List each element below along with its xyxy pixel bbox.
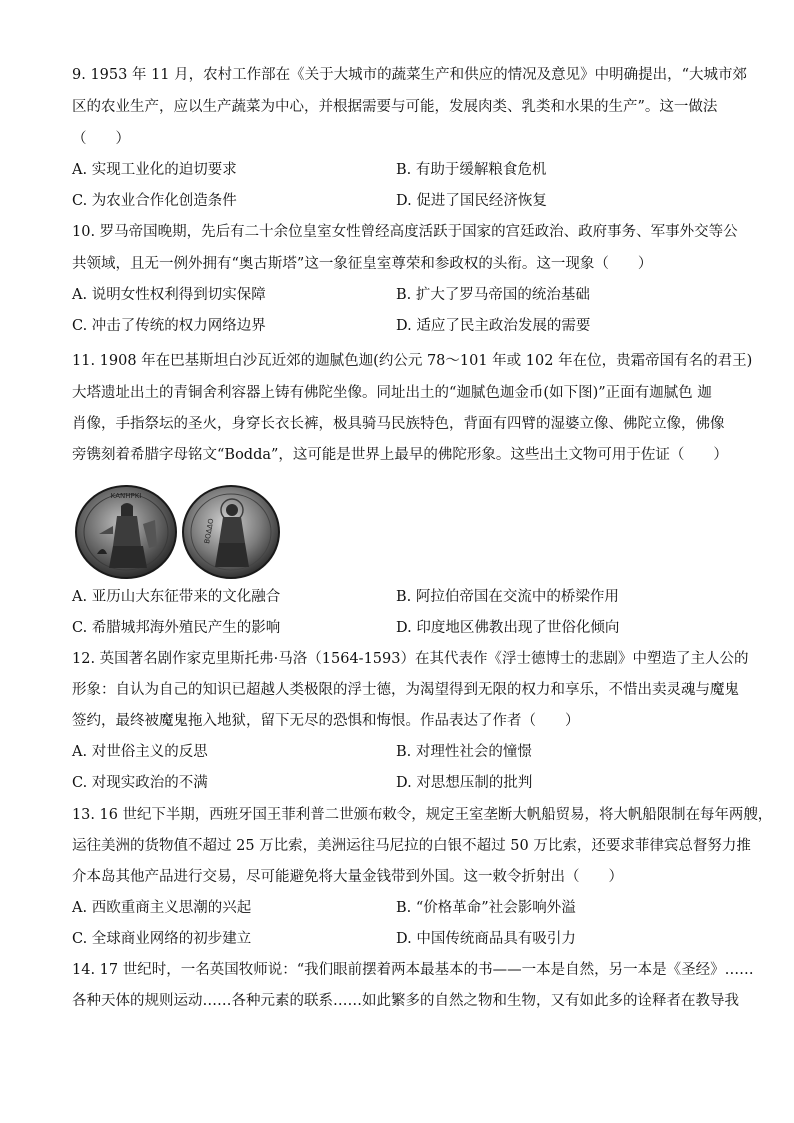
q9-option-a[interactable]: A. 实现工业化的迫切要求 xyxy=(72,162,237,178)
q10-option-c[interactable]: C. 冲击了传统的权力网络边界 xyxy=(72,318,266,334)
q12-option-d[interactable]: D. 对思想压制的批判 xyxy=(396,775,533,791)
q12-stem-line-2: 形象：自认为自己的知识已超越人类极限的浮士德，为渴望得到无限的权力和享乐，不惜出卖灵魂与魔鬼 xyxy=(72,682,739,698)
q9-option-b[interactable]: B. 有助于缓解粮食危机 xyxy=(396,162,547,178)
q13-stem-line-1: 13. 16 世纪下半期，西班牙国王菲利普二世颁布敕令，规定王室垄断大帆船贸易，将大帆船限制在每年两艘， xyxy=(72,807,773,823)
q10-option-d[interactable]: D. 适应了民主政治发展的需要 xyxy=(396,318,591,334)
q13-option-b[interactable]: B. “价格革命”社会影响外溢 xyxy=(396,900,576,916)
q13-option-c[interactable]: C. 全球商业网络的初步建立 xyxy=(72,931,252,947)
q9-option-d[interactable]: D. 促进了国民经济恢复 xyxy=(396,193,547,209)
q11-option-b[interactable]: B. 阿拉伯帝国在交流中的桥梁作用 xyxy=(396,589,619,605)
q13-option-d[interactable]: D. 中国传统商品具有吸引力 xyxy=(396,931,576,947)
q9-stem-line-3: （ ） xyxy=(72,131,130,147)
coin-obverse xyxy=(76,486,176,578)
q12-option-a[interactable]: A. 对世俗主义的反思 xyxy=(72,744,208,760)
q11-stem-line-2: 大塔遗址出土的青铜舍利容器上铸有佛陀坐像。同址出土的“迦腻色迦金币(如下图)”正面有迦腻色 迦 xyxy=(72,385,712,401)
coin-reverse-legend: ΒΟΔΔΟ xyxy=(203,517,216,545)
q10-option-a[interactable]: A. 说明女性权利得到切实保障 xyxy=(72,287,266,303)
q13-option-a[interactable]: A. 西欧重商主义思潮的兴起 xyxy=(72,900,252,916)
q13-stem-line-3: 介本岛其他产品进行交易，尽可能避免将大量金钱带到外国。这一敕令折射出（ ） xyxy=(72,869,623,885)
q10-stem-line-2: 共领域，且无一例外拥有“奥古斯塔”这一象征皇室尊荣和参政权的头衔。这一现象（ ） xyxy=(72,256,653,272)
q9-option-c[interactable]: C. 为农业合作化创造条件 xyxy=(72,193,237,209)
q10-option-b[interactable]: B. 扩大了罗马帝国的统治基础 xyxy=(396,287,590,303)
q13-stem-line-2: 运往美洲的货物值不超过 25 万比索，美洲运往马尼拉的白银不超过 50 万比索，还要求菲律宾总督努力推 xyxy=(72,838,751,854)
q14-stem-line-1: 14. 17 世纪时，一名英国牧师说：“我们眼前摆着两本最基本的书——一本是自然，另一本是《圣经》…… xyxy=(72,962,754,978)
q14-stem-line-2: 各种天体的规则运动……各种元素的联系……如此繁多的自然之物和生物，又有如此多的诠释者在教导我 xyxy=(72,993,739,1009)
q12-stem-line-3: 签约，最终被魔鬼拖入地狱，留下无尽的恐惧和悔恨。作品表达了作者（ ） xyxy=(72,713,580,729)
q12-option-c[interactable]: C. 对现实政治的不满 xyxy=(72,775,208,791)
q11-stem-line-3: 肖像，手指祭坛的圣火，身穿长衣长裤，极具骑马民族特色，背面有四臂的湿婆立像、佛陀立像，佛像 xyxy=(72,416,725,432)
kanishka-gold-coin-image xyxy=(73,484,283,580)
q11-stem-line-1: 11. 1908 年在巴基斯坦白沙瓦近郊的迦腻色迦(约公元 78～101 年或 102 年在位，贵霜帝国有名的君王) xyxy=(72,353,753,369)
q12-stem-line-1: 12. 英国著名剧作家克里斯托弗·马洛（1564-1593）在其代表作《浮士德博士的悲剧》中塑造了主人公的 xyxy=(72,651,749,667)
q10-stem-line-1: 10. 罗马帝国晚期，先后有二十余位皇室女性曾经高度活跃于国家的宫廷政治、政府事务、军事外交等公 xyxy=(72,224,738,240)
q11-option-c[interactable]: C. 希腊城邦海外殖民产生的影响 xyxy=(72,620,281,636)
coin-obverse-legend: ΚΑΝΗΡΚΙ xyxy=(110,492,142,500)
coin-reverse xyxy=(183,486,279,578)
q11-option-d[interactable]: D. 印度地区佛教出现了世俗化倾向 xyxy=(396,620,620,636)
q12-option-b[interactable]: B. 对理性社会的憧憬 xyxy=(396,744,532,760)
q11-option-a[interactable]: A. 亚历山大东征带来的文化融合 xyxy=(72,589,281,605)
q9-stem-line-2: 区的农业生产，应以生产蔬菜为中心，并根据需要与可能，发展肉类、乳类和水果的生产”。这一做法 xyxy=(72,99,718,115)
q9-stem-line-1: 9. 1953 年 11 月，农村工作部在《关于大城市的蔬菜生产和供应的情况及意见》中明确提出，“大城市郊 xyxy=(72,67,748,83)
q11-stem-line-4: 旁镌刻着希腊字母铭文“Bodda”，这可能是世界上最早的佛陀形象。这些出土文物可用于佐证（ ） xyxy=(72,447,728,463)
